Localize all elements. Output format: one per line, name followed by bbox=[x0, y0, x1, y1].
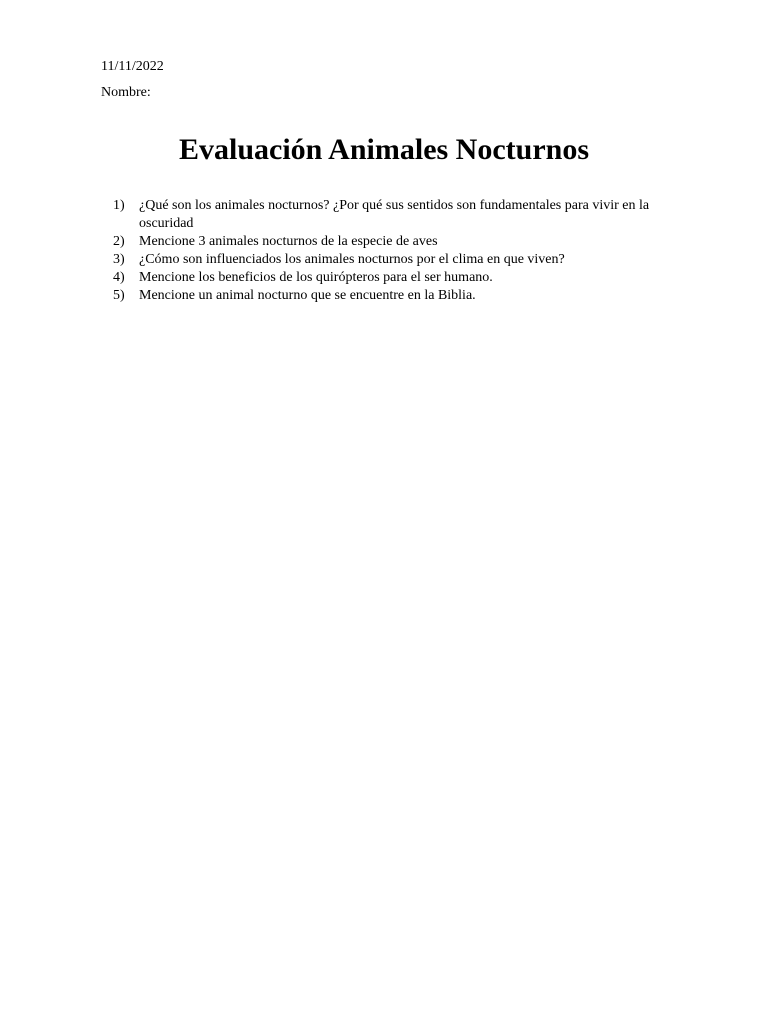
question-item bbox=[104, 197, 684, 233]
question-text: Mencione un animal nocturno que se encuentre en la Biblia. bbox=[139, 288, 476, 303]
question-number: 5) bbox=[113, 288, 125, 303]
question-number: 3) bbox=[113, 252, 125, 267]
question-number: 2) bbox=[113, 234, 125, 249]
question-number: 4) bbox=[113, 270, 125, 285]
document-date: 11/11/2022 bbox=[101, 59, 164, 74]
question-item bbox=[104, 287, 684, 305]
question-text: ¿Cómo son influenciados los animales nocturnos por el clima en que viven? bbox=[139, 252, 565, 267]
name-field-label: Nombre: bbox=[101, 85, 151, 100]
question-item bbox=[104, 251, 684, 269]
page-title: Evaluación Animales Nocturnos bbox=[178, 133, 590, 166]
question-text: Mencione los beneficios de los quirópteros para el ser humano. bbox=[139, 270, 493, 285]
question-number: 1) bbox=[113, 198, 125, 213]
question-text: ¿Qué son los animales nocturnos? ¿Por qué sus sentidos son fundamentales para vivir en la oscuridad bbox=[139, 198, 650, 231]
question-item bbox=[104, 269, 684, 287]
question-text: Mencione 3 animales nocturnos de la especie de aves bbox=[139, 234, 438, 249]
question-item bbox=[104, 233, 684, 251]
questions-list bbox=[104, 197, 684, 305]
